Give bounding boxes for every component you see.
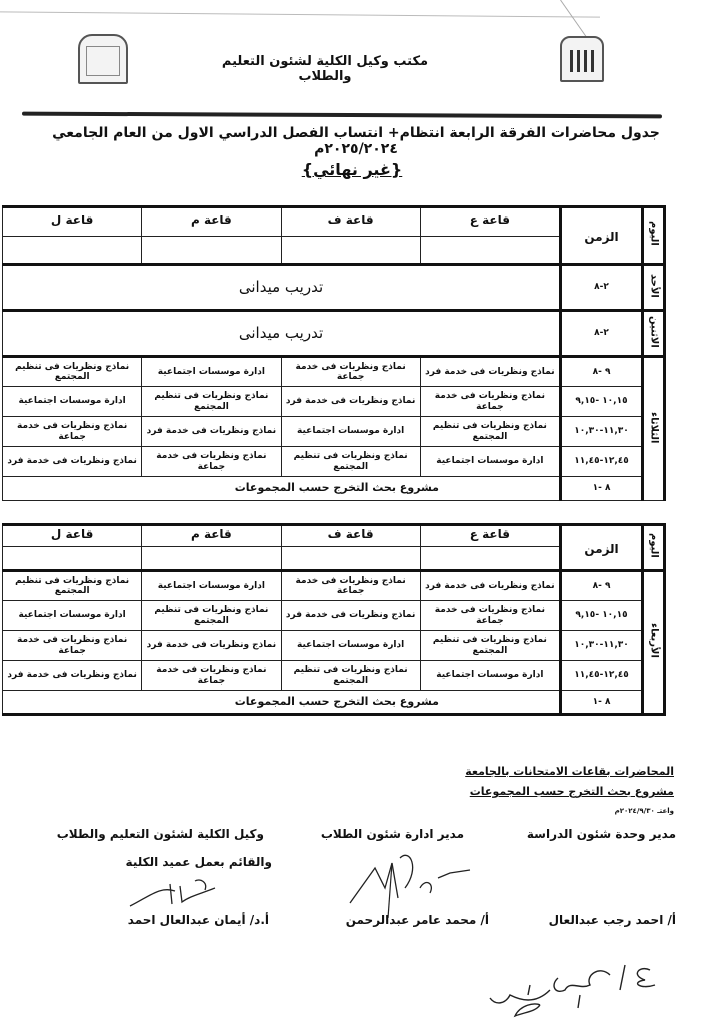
day-header: اليوم [643,207,665,265]
time-cell: ٨ -١ [561,477,643,501]
signatory-name-studies: أ/ احمد رجب عبدالعال [548,913,676,927]
schedule-table-1 [2,205,666,501]
signature-students-director [330,848,510,918]
paper-fold-line [0,11,600,17]
time-cell: ١١,٣٠-١٠,٣٠ [561,417,643,447]
lecture-cell: نماذج ونظريات فى تنظيم المجتمع [281,661,420,691]
hall-header: قاعة ل [3,207,142,237]
time-cell: ٢-٨ [561,311,643,357]
project-cell: مشروع بحث التخرج حسب المجموعات [3,691,561,715]
signatory-name-students: أ/ محمد عامر عبدالرحمن [345,913,489,927]
lecture-cell: ادارة موسسات اجتماعية [281,631,420,661]
wednesday-row [3,631,665,661]
lecture-cell: نماذج ونظريات فى خدمة جماعة [142,661,281,691]
activity-cell: تدريب ميدانى [3,311,561,357]
lecture-cell: نماذج ونظريات فى خدمة فرد [142,631,281,661]
hall-header: قاعة ف [281,525,420,547]
lecture-cell: نماذج ونظريات فى خدمة جماعة [420,601,560,631]
lecture-cell: نماذج ونظريات فى خدمة جماعة [281,571,420,601]
hall-header: قاعة ع [420,525,560,547]
signatory-name-vice-dean: أ.د/ أيمان عبدالعال احمد [127,913,269,927]
wednesday-project-row [3,691,665,715]
lecture-cell: ادارة موسسات اجتماعية [420,661,560,691]
lecture-cell: نماذج ونظريات فى خدمة فرد [420,357,560,387]
lecture-cell: نماذج ونظريات فى خدمة فرد [281,387,420,417]
blank-cell [142,547,281,571]
time-cell: ٩ -٨ [561,357,643,387]
lecture-cell: نماذج ونظريات فى خدمة جماعة [281,357,420,387]
footer-note-project: مشروع بحث التخرج حسب المجموعات [469,785,674,798]
signatory-title-vice-dean: وكيل الكلية لشئون التعليم والطلاب [56,827,264,841]
project-cell: مشروع بحث التخرج حسب المجموعات [3,477,561,501]
paper-fold-diagonal [560,0,587,37]
lecture-cell: نماذج ونظريات فى خدمة جماعة [3,417,142,447]
time-header: الزمن [561,525,643,571]
sunday-row [3,265,665,311]
signatory-title-students: مدير ادارة شئون الطلاب [320,827,464,841]
lecture-cell: نماذج ونظريات فى تنظيم المجتمع [420,417,560,447]
lecture-cell: نماذج ونظريات فى تنظيم المجتمع [142,601,281,631]
lecture-cell: نماذج ونظريات فى خدمة جماعة [3,631,142,661]
lecture-cell: ادارة موسسات اجتماعية [3,601,142,631]
tuesday-row [3,387,665,417]
lecture-cell: نماذج ونظريات فى خدمة فرد [281,601,420,631]
lecture-cell: نماذج ونظريات فى تنظيم المجتمع [3,571,142,601]
time-cell: ٢-٨ [561,265,643,311]
signatory-title-studies: مدير وحدة شئون الدراسة [526,827,676,841]
office-title: مكتب وكيل الكلية لشئون التعليم والطلاب [221,54,429,84]
tuesday-row [3,417,665,447]
document-title: جدول محاضرات الفرقة الرابعة انتظام+ انتساب الفصل الدراسي الاول من العام الجامعي ٢٠٢٥/٢٠٢٤م [52,125,660,157]
monday-row [3,311,665,357]
university-logo [560,36,604,82]
lecture-cell: نماذج ونظريات فى خدمة فرد [3,661,142,691]
lecture-cell: ادارة موسسات اجتماعية [142,357,281,387]
header-divider [22,112,662,119]
blank-cell [281,547,420,571]
day-label-sunday: الأحد [643,265,665,311]
time-cell: ٨ -١ [561,691,643,715]
blank-cell [3,547,142,571]
lecture-cell: نماذج ونظريات فى خدمة فرد [3,447,142,477]
blank-cell [420,237,560,265]
signature-vice-dean [120,876,230,911]
faculty-seal-logo [78,34,128,84]
wednesday-row [3,661,665,691]
blank-cell [3,237,142,265]
tuesday-project-row [3,477,665,501]
lecture-cell: ادارة موسسات اجتماعية [3,387,142,417]
day-header: اليوم [643,525,665,571]
lecture-cell: ادارة موسسات اجتماعية [281,417,420,447]
lecture-cell: ادارة موسسات اجتماعية [142,571,281,601]
wednesday-row [3,571,665,601]
tuesday-row [3,447,665,477]
wednesday-row [3,601,665,631]
blank-cell [281,237,420,265]
lecture-cell: ادارة موسسات اجتماعية [420,447,560,477]
day-label-tuesday: الثلاثاء [643,357,665,501]
hall-header: قاعة ف [281,207,420,237]
lecture-cell: نماذج ونظريات فى تنظيم المجتمع [281,447,420,477]
signatory-title-acting-dean: والقائم بعمل عميد الكلية [125,855,272,869]
time-cell: ١٠,١٥ -٩,١٥ [561,601,643,631]
lecture-cell: نماذج ونظريات فى تنظيم المجتمع [142,387,281,417]
lecture-cell: نماذج ونظريات فى خدمة جماعة [142,447,281,477]
time-cell: ١١,٣٠-١٠,٣٠ [561,631,643,661]
day-label-wednesday: الأربعاء [643,571,665,715]
time-header: الزمن [561,207,643,265]
lecture-cell: نماذج ونظريات فى خدمة فرد [420,571,560,601]
hall-header: قاعة ع [420,207,560,237]
hall-header: قاعة م [142,207,281,237]
time-cell: ٩ -٨ [561,571,643,601]
schedule-table-2 [2,523,666,716]
time-cell: ١٠,١٥ -٩,١٥ [561,387,643,417]
blank-cell [142,237,281,265]
time-cell: ١٢,٤٥-١١,٤٥ [561,661,643,691]
time-cell: ١٢,٤٥-١١,٤٥ [561,447,643,477]
lecture-cell: نماذج ونظريات فى خدمة فرد [142,417,281,447]
approval-date: واعتـ ٢٠٢٤/٩/٣٠م [614,807,674,815]
hall-header: قاعة م [142,525,281,547]
day-label-monday: الاثنين [643,311,665,357]
hall-header: قاعة ل [3,525,142,547]
footer-note-halls: المحاضرات بقاعات الامتحانات بالجامعة [465,765,674,778]
handwritten-note [480,950,680,1020]
document-status: {غير نهائي} [301,160,403,179]
activity-cell: تدريب ميدانى [3,265,561,311]
lecture-cell: نماذج ونظريات فى خدمة جماعة [420,387,560,417]
lecture-cell: نماذج ونظريات فى تنظيم المجتمع [3,357,142,387]
lecture-cell: نماذج ونظريات فى تنظيم المجتمع [420,631,560,661]
blank-cell [420,547,560,571]
tuesday-row [3,357,665,387]
